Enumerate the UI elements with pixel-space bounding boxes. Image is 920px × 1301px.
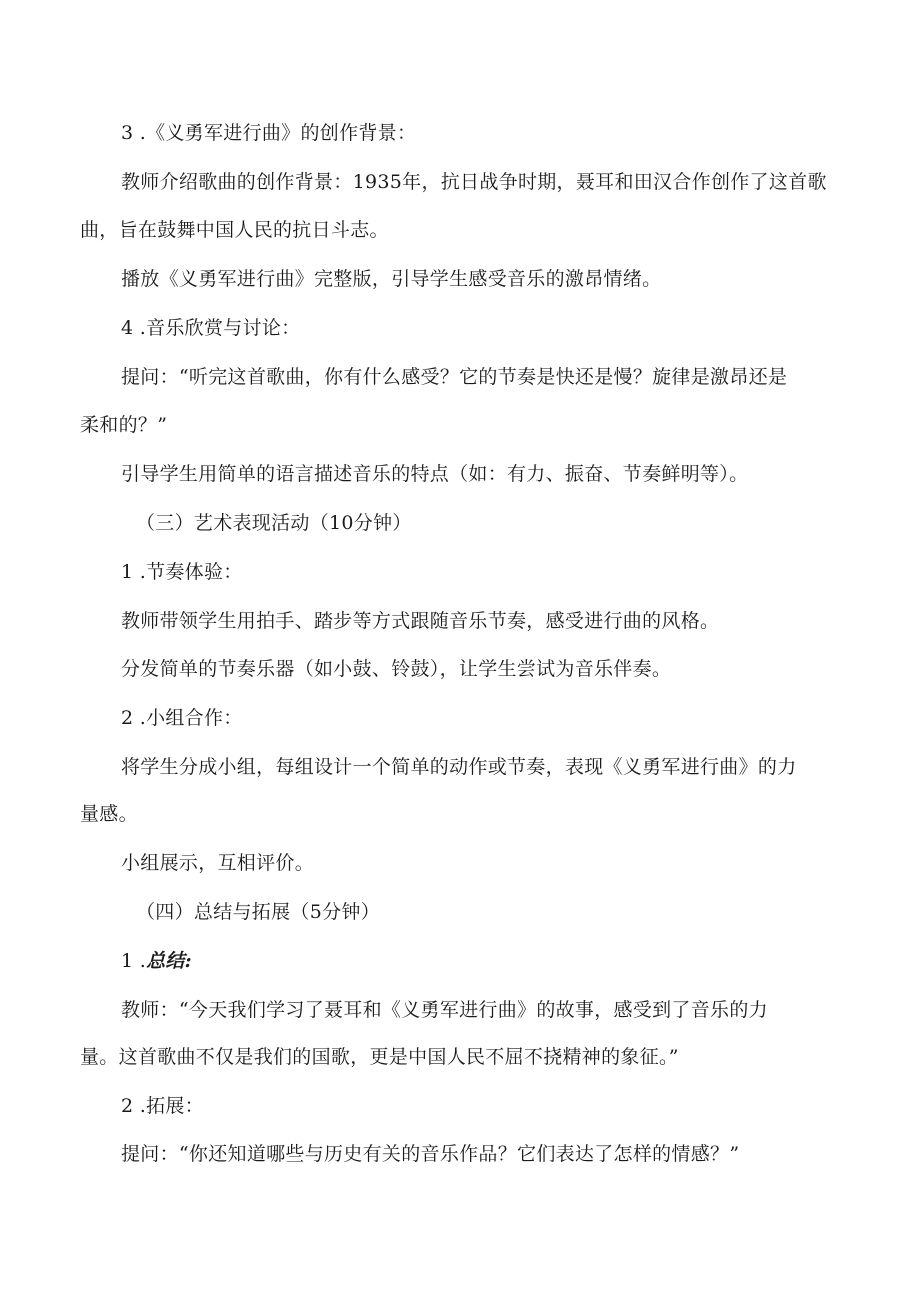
- list-number: 1 .: [121, 950, 147, 972]
- section-heading-4: （四）总结与拓展（5分钟）: [136, 901, 380, 923]
- list-heading-4: 4 .音乐欣赏与讨论：: [121, 317, 301, 339]
- paragraph-line: 量感。: [80, 803, 138, 825]
- paragraph-line: 教师：“今天我们学习了聂耳和《义勇军进行曲》的故事，感受到了音乐的力: [121, 999, 768, 1021]
- section-heading-3: （三）艺术表现活动（10分钟）: [136, 512, 412, 534]
- list-heading-extension: 2 .拓展：: [121, 1095, 204, 1117]
- paragraph-line: 分发简单的节奏乐器（如小鼓、铃鼓），让学生尝试为音乐伴奏。: [121, 658, 672, 680]
- paragraph-line: 引导学生用简单的语言描述音乐的特点（如：有力、振奋、节奏鲜明等）。: [121, 463, 749, 485]
- paragraph-line: 小组展示，互相评价。: [121, 852, 315, 874]
- list-heading-2: 2 .小组合作：: [121, 707, 243, 729]
- paragraph-line: 教师带领学生用拍手、踏步等方式跟随音乐节奏，感受进行曲的风格。: [121, 610, 720, 632]
- list-heading-1: 1 .节奏体验：: [121, 561, 243, 583]
- paragraph-line: 将学生分成小组，每组设计一个简单的动作或节奏，表现《义勇军进行曲》的力: [121, 756, 797, 778]
- list-heading-summary: [121, 948, 192, 974]
- paragraph-line: 提问：“你还知道哪些与历史有关的音乐作品？它们表达了怎样的情感？”: [121, 1143, 740, 1165]
- paragraph-line: 教师介绍歌曲的创作背景：1935年，抗日战争时期，聂耳和田汉合作创作了这首歌: [121, 171, 827, 193]
- summary-label: 总结:: [146, 950, 192, 972]
- paragraph-line: 曲，旨在鼓舞中国人民的抗日斗志。: [80, 219, 389, 241]
- paragraph-line: 播放《义勇军进行曲》完整版，引导学生感受音乐的激昂情绪。: [121, 268, 662, 290]
- paragraph-line: 提问：“听完这首歌曲，你有什么感受？它的节奏是快还是慢？旋律是激昂还是: [121, 366, 788, 388]
- paragraph-line: 量。这首歌曲不仅是我们的国歌，更是中国人民不屈不挠精神的象征。”: [80, 1046, 679, 1068]
- paragraph-line: 柔和的？”: [80, 414, 168, 436]
- list-heading-3: 3 .《义勇军进行曲》的创作背景：: [121, 122, 417, 144]
